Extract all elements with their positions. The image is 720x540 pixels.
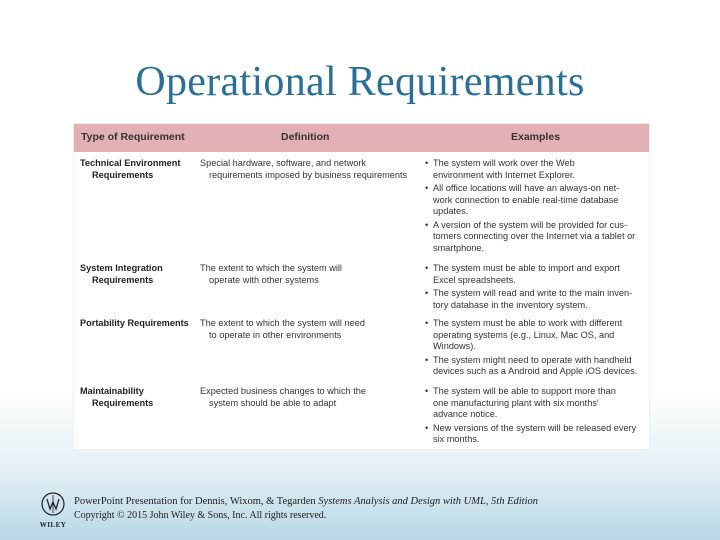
table-header bbox=[74, 124, 649, 152]
row-definition: Expected business changes to which the system should be able to adapt bbox=[200, 386, 366, 408]
list-item: • New versions of the system will be released every six months. bbox=[425, 422, 637, 444]
footer-citation: PowerPoint Presentation for Dennis, Wixom, & Tegarden Systems Analysis and Design with UML, 5th Edition bbox=[74, 496, 539, 507]
bullet-icon: • bbox=[425, 288, 429, 298]
row-type: Maintainability Requirements bbox=[80, 386, 154, 408]
bullet-icon: • bbox=[425, 263, 429, 273]
list-item: • A version of the system will be provided for cus- tomers connecting over the Internet via a tablet or smartphone. bbox=[425, 219, 636, 253]
header-type: Type of Requirement bbox=[81, 131, 185, 143]
bullet-icon: • bbox=[425, 183, 429, 193]
list-item: • The system must be able to work with different operating systems (e.g., Linux, Mac OS, and Windows). bbox=[425, 318, 623, 351]
wiley-logo bbox=[38, 491, 68, 531]
slide-title: Operational Requirements bbox=[135, 59, 585, 105]
row-type: Portability Requirements bbox=[80, 318, 189, 328]
bullet-icon: • bbox=[425, 318, 429, 328]
row-type: System Integration Requirements bbox=[80, 263, 163, 285]
list-item: • The system will be able to support more than one manufacturing plant with six months' advance notice. bbox=[425, 386, 616, 419]
row-type: Technical Environment Requirements bbox=[80, 158, 181, 180]
list-item: • The system might need to operate with handheld devices such as a Android and Apple iOS devices. bbox=[425, 354, 638, 376]
bullet-icon: • bbox=[425, 422, 429, 433]
row-definition: Special hardware, software, and network requirements imposed by business requirements bbox=[200, 158, 408, 180]
row-definition: The extent to which the system will need to operate in other environments bbox=[200, 318, 365, 340]
row-examples bbox=[425, 386, 647, 448]
row-definition: The extent to which the system will operate with other systems bbox=[200, 263, 342, 285]
header-definition: Definition bbox=[281, 131, 330, 143]
bullet-icon: • bbox=[425, 158, 429, 168]
list-item: • All office locations will have an always-on net- work connection to enable real-time database updates. bbox=[425, 183, 620, 216]
row-examples bbox=[425, 318, 647, 380]
row-examples bbox=[425, 158, 647, 256]
bullet-icon: • bbox=[425, 386, 429, 396]
row-examples bbox=[425, 263, 647, 313]
list-item: • The system will work over the Web environment with Internet Explorer. bbox=[425, 158, 575, 180]
list-item: • The system will read and write to the main inven- tory database in the inventory system. bbox=[425, 288, 633, 310]
bullet-icon: • bbox=[425, 354, 429, 365]
bullet-icon: • bbox=[425, 219, 429, 230]
book-title: Systems Analysis and Design with UML, 5th Edition bbox=[318, 496, 539, 507]
list-item: • The system must be able to import and export Excel spreadsheets. bbox=[425, 263, 620, 285]
wiley-logo-text: WILEY bbox=[39, 521, 67, 529]
footer-copyright: Copyright © 2015 John Wiley & Sons, Inc. All rights reserved. bbox=[74, 510, 327, 521]
requirements-table bbox=[74, 124, 649, 449]
header-examples: Examples bbox=[511, 131, 561, 143]
